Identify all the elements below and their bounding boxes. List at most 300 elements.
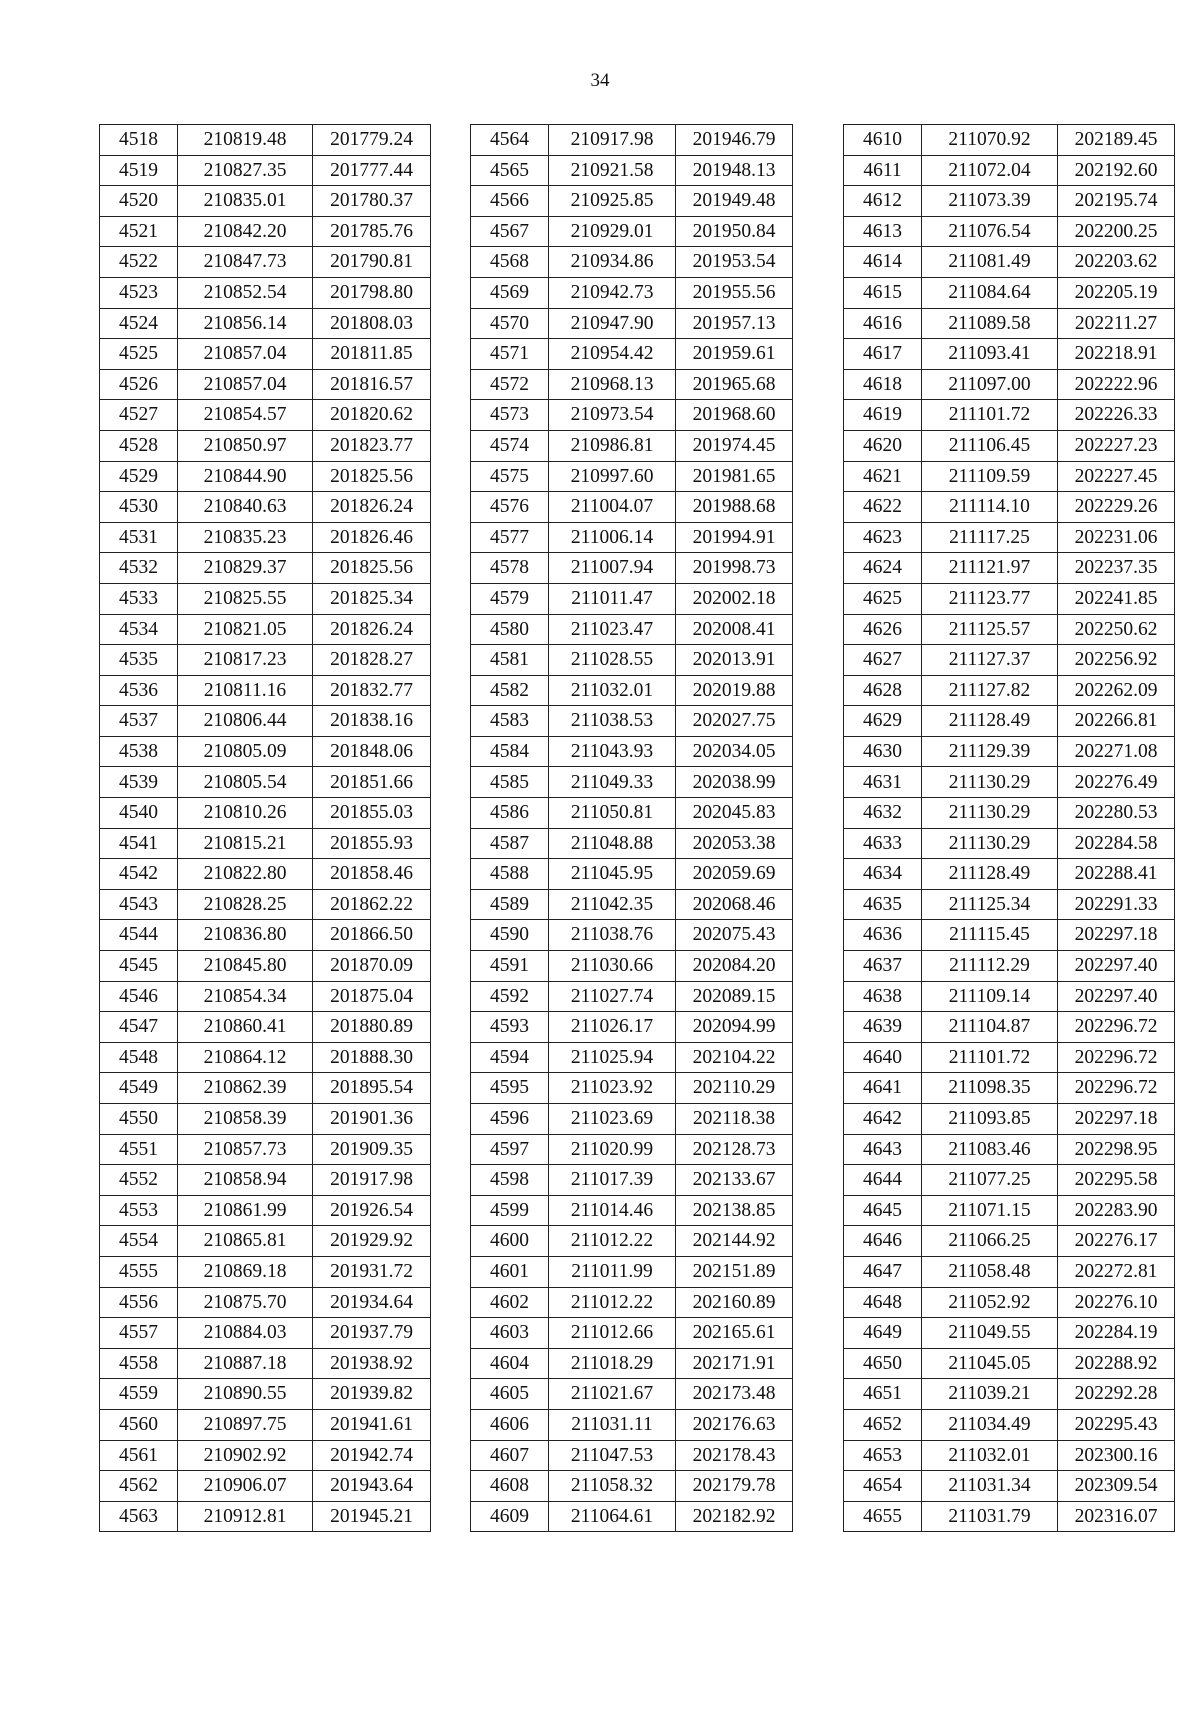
x-coordinate-cell: 210861.99 xyxy=(178,1195,313,1226)
page-number: 34 xyxy=(590,70,610,91)
y-coordinate-cell: 202222.96 xyxy=(1058,369,1175,400)
table-row xyxy=(100,1379,431,1410)
point-number-cell: 4602 xyxy=(471,1287,549,1318)
y-coordinate-cell: 201939.82 xyxy=(313,1379,431,1410)
y-coordinate-cell: 202241.85 xyxy=(1058,583,1175,614)
x-coordinate-cell: 211018.29 xyxy=(549,1348,676,1379)
point-number-cell: 4560 xyxy=(100,1409,178,1440)
y-coordinate-cell: 201931.72 xyxy=(313,1256,431,1287)
point-number-cell: 4627 xyxy=(844,645,922,676)
y-coordinate-cell: 201862.22 xyxy=(313,889,431,920)
x-coordinate-cell: 211017.39 xyxy=(549,1165,676,1196)
point-number-cell: 4599 xyxy=(471,1195,549,1226)
point-number-cell: 4536 xyxy=(100,675,178,706)
table-row xyxy=(100,1471,431,1502)
point-number-cell: 4526 xyxy=(100,369,178,400)
y-coordinate-cell: 202160.89 xyxy=(676,1287,793,1318)
point-number-cell: 4527 xyxy=(100,400,178,431)
point-number-cell: 4615 xyxy=(844,277,922,308)
x-coordinate-cell: 211039.21 xyxy=(922,1379,1058,1410)
table-row xyxy=(471,675,793,706)
x-coordinate-cell: 210973.54 xyxy=(549,400,676,431)
y-coordinate-cell: 201965.68 xyxy=(676,369,793,400)
table-row xyxy=(844,981,1175,1012)
x-coordinate-cell: 210942.73 xyxy=(549,277,676,308)
table-row xyxy=(471,1440,793,1471)
y-coordinate-cell: 201875.04 xyxy=(313,981,431,1012)
x-coordinate-cell: 211038.76 xyxy=(549,920,676,951)
table-row xyxy=(100,1318,431,1349)
x-coordinate-cell: 210875.70 xyxy=(178,1287,313,1318)
table-row xyxy=(844,583,1175,614)
x-coordinate-cell: 210819.48 xyxy=(178,125,313,156)
table-row xyxy=(100,369,431,400)
x-coordinate-cell: 211023.92 xyxy=(549,1073,676,1104)
table-row xyxy=(844,1134,1175,1165)
y-coordinate-cell: 202227.23 xyxy=(1058,430,1175,461)
x-coordinate-cell: 210860.41 xyxy=(178,1012,313,1043)
x-coordinate-cell: 211038.53 xyxy=(549,706,676,737)
table-row xyxy=(844,1318,1175,1349)
y-coordinate-cell: 201823.77 xyxy=(313,430,431,461)
y-coordinate-cell: 202038.99 xyxy=(676,767,793,798)
x-coordinate-cell: 210934.86 xyxy=(549,247,676,278)
x-coordinate-cell: 210842.20 xyxy=(178,216,313,247)
y-coordinate-cell: 202045.83 xyxy=(676,798,793,829)
point-number-cell: 4548 xyxy=(100,1042,178,1073)
x-coordinate-cell: 210810.26 xyxy=(178,798,313,829)
y-coordinate-cell: 202295.43 xyxy=(1058,1409,1175,1440)
y-coordinate-cell: 201949.48 xyxy=(676,186,793,217)
y-coordinate-cell: 201946.79 xyxy=(676,125,793,156)
point-number-cell: 4583 xyxy=(471,706,549,737)
x-coordinate-cell: 211097.00 xyxy=(922,369,1058,400)
y-coordinate-cell: 202182.92 xyxy=(676,1501,793,1532)
table-row xyxy=(471,247,793,278)
x-coordinate-cell: 210929.01 xyxy=(549,216,676,247)
y-coordinate-cell: 202165.61 xyxy=(676,1318,793,1349)
point-number-cell: 4594 xyxy=(471,1042,549,1073)
point-number-cell: 4540 xyxy=(100,798,178,829)
point-number-cell: 4650 xyxy=(844,1348,922,1379)
table-row xyxy=(844,1195,1175,1226)
x-coordinate-cell: 211042.35 xyxy=(549,889,676,920)
table-row xyxy=(100,798,431,829)
y-coordinate-cell: 202192.60 xyxy=(1058,155,1175,186)
x-coordinate-cell: 211125.34 xyxy=(922,889,1058,920)
x-coordinate-cell: 211101.72 xyxy=(922,400,1058,431)
y-coordinate-cell: 202019.88 xyxy=(676,675,793,706)
x-coordinate-cell: 211050.81 xyxy=(549,798,676,829)
table-row xyxy=(100,1287,431,1318)
y-coordinate-cell: 201957.13 xyxy=(676,308,793,339)
x-coordinate-cell: 210884.03 xyxy=(178,1318,313,1349)
point-number-cell: 4652 xyxy=(844,1409,922,1440)
point-number-cell: 4542 xyxy=(100,859,178,890)
point-number-cell: 4582 xyxy=(471,675,549,706)
x-coordinate-cell: 210835.23 xyxy=(178,522,313,553)
y-coordinate-cell: 202075.43 xyxy=(676,920,793,951)
x-coordinate-cell: 210844.90 xyxy=(178,461,313,492)
x-coordinate-cell: 211049.55 xyxy=(922,1318,1058,1349)
table-row xyxy=(471,1073,793,1104)
table-row xyxy=(844,186,1175,217)
y-coordinate-cell: 201838.16 xyxy=(313,706,431,737)
x-coordinate-cell: 210845.80 xyxy=(178,951,313,982)
table-row xyxy=(100,951,431,982)
y-coordinate-cell: 202292.28 xyxy=(1058,1379,1175,1410)
point-number-cell: 4646 xyxy=(844,1226,922,1257)
x-coordinate-cell: 210921.58 xyxy=(549,155,676,186)
y-coordinate-cell: 202094.99 xyxy=(676,1012,793,1043)
table-row xyxy=(100,1195,431,1226)
table-row xyxy=(844,1104,1175,1135)
point-number-cell: 4651 xyxy=(844,1379,922,1410)
table-row xyxy=(471,1042,793,1073)
y-coordinate-cell: 202008.41 xyxy=(676,614,793,645)
table-row xyxy=(471,339,793,370)
table-row xyxy=(471,951,793,982)
x-coordinate-cell: 211023.47 xyxy=(549,614,676,645)
table-row xyxy=(100,645,431,676)
table-row xyxy=(100,1226,431,1257)
point-number-cell: 4581 xyxy=(471,645,549,676)
y-coordinate-cell: 202300.16 xyxy=(1058,1440,1175,1471)
y-coordinate-cell: 202138.85 xyxy=(676,1195,793,1226)
y-coordinate-cell: 202179.78 xyxy=(676,1471,793,1502)
y-coordinate-cell: 201851.66 xyxy=(313,767,431,798)
y-coordinate-cell: 201901.36 xyxy=(313,1104,431,1135)
x-coordinate-cell: 211089.58 xyxy=(922,308,1058,339)
table-row xyxy=(844,1256,1175,1287)
point-number-cell: 4610 xyxy=(844,125,922,156)
point-number-cell: 4519 xyxy=(100,155,178,186)
table-row xyxy=(100,1134,431,1165)
y-coordinate-cell: 202284.19 xyxy=(1058,1318,1175,1349)
table-row xyxy=(100,339,431,370)
point-number-cell: 4523 xyxy=(100,277,178,308)
y-coordinate-cell: 202059.69 xyxy=(676,859,793,890)
point-number-cell: 4522 xyxy=(100,247,178,278)
table-row xyxy=(100,492,431,523)
point-number-cell: 4600 xyxy=(471,1226,549,1257)
table-row xyxy=(844,1012,1175,1043)
point-number-cell: 4604 xyxy=(471,1348,549,1379)
point-number-cell: 4605 xyxy=(471,1379,549,1410)
x-coordinate-cell: 210997.60 xyxy=(549,461,676,492)
y-coordinate-cell: 201855.93 xyxy=(313,828,431,859)
point-number-cell: 4630 xyxy=(844,736,922,767)
y-coordinate-cell: 201825.34 xyxy=(313,583,431,614)
table-row xyxy=(471,1226,793,1257)
x-coordinate-cell: 210862.39 xyxy=(178,1073,313,1104)
x-coordinate-cell: 211012.66 xyxy=(549,1318,676,1349)
x-coordinate-cell: 210805.54 xyxy=(178,767,313,798)
x-coordinate-cell: 210906.07 xyxy=(178,1471,313,1502)
x-coordinate-cell: 210897.75 xyxy=(178,1409,313,1440)
table-row xyxy=(844,1073,1175,1104)
x-coordinate-cell: 211066.25 xyxy=(922,1226,1058,1257)
point-number-cell: 4561 xyxy=(100,1440,178,1471)
y-coordinate-cell: 202151.89 xyxy=(676,1256,793,1287)
x-coordinate-cell: 210805.09 xyxy=(178,736,313,767)
point-number-cell: 4549 xyxy=(100,1073,178,1104)
point-number-cell: 4642 xyxy=(844,1104,922,1135)
x-coordinate-cell: 210806.44 xyxy=(178,706,313,737)
point-number-cell: 4520 xyxy=(100,186,178,217)
y-coordinate-cell: 202178.43 xyxy=(676,1440,793,1471)
y-coordinate-cell: 202288.41 xyxy=(1058,859,1175,890)
point-number-cell: 4579 xyxy=(471,583,549,614)
point-number-cell: 4617 xyxy=(844,339,922,370)
table-row xyxy=(471,492,793,523)
x-coordinate-cell: 210890.55 xyxy=(178,1379,313,1410)
point-number-cell: 4596 xyxy=(471,1104,549,1135)
table-row xyxy=(844,645,1175,676)
y-coordinate-cell: 202128.73 xyxy=(676,1134,793,1165)
x-coordinate-cell: 211032.01 xyxy=(549,675,676,706)
y-coordinate-cell: 201888.30 xyxy=(313,1042,431,1073)
table-row xyxy=(471,736,793,767)
x-coordinate-cell: 211115.45 xyxy=(922,920,1058,951)
x-coordinate-cell: 210925.85 xyxy=(549,186,676,217)
point-number-cell: 4541 xyxy=(100,828,178,859)
table-row xyxy=(844,125,1175,156)
y-coordinate-cell: 201938.92 xyxy=(313,1348,431,1379)
x-coordinate-cell: 211058.32 xyxy=(549,1471,676,1502)
table-row xyxy=(844,369,1175,400)
table-row xyxy=(100,1012,431,1043)
x-coordinate-cell: 211093.85 xyxy=(922,1104,1058,1135)
table-row xyxy=(844,216,1175,247)
point-number-cell: 4603 xyxy=(471,1318,549,1349)
table-row xyxy=(844,339,1175,370)
table-row xyxy=(844,1226,1175,1257)
point-number-cell: 4539 xyxy=(100,767,178,798)
table-row xyxy=(100,1256,431,1287)
y-coordinate-cell: 201828.27 xyxy=(313,645,431,676)
point-number-cell: 4632 xyxy=(844,798,922,829)
point-number-cell: 4633 xyxy=(844,828,922,859)
table-row xyxy=(471,706,793,737)
x-coordinate-cell: 211032.01 xyxy=(922,1440,1058,1471)
table-row xyxy=(471,1165,793,1196)
x-coordinate-cell: 211043.93 xyxy=(549,736,676,767)
x-coordinate-cell: 211031.34 xyxy=(922,1471,1058,1502)
table-row xyxy=(100,216,431,247)
table-row xyxy=(100,186,431,217)
point-number-cell: 4532 xyxy=(100,553,178,584)
point-number-cell: 4640 xyxy=(844,1042,922,1073)
x-coordinate-cell: 211047.53 xyxy=(549,1440,676,1471)
y-coordinate-cell: 201917.98 xyxy=(313,1165,431,1196)
x-coordinate-cell: 211034.49 xyxy=(922,1409,1058,1440)
point-number-cell: 4597 xyxy=(471,1134,549,1165)
x-coordinate-cell: 210822.80 xyxy=(178,859,313,890)
table-row xyxy=(471,583,793,614)
table-row xyxy=(844,1042,1175,1073)
coordinate-table-2 xyxy=(470,124,793,1532)
x-coordinate-cell: 210836.80 xyxy=(178,920,313,951)
y-coordinate-cell: 202256.92 xyxy=(1058,645,1175,676)
y-coordinate-cell: 202237.35 xyxy=(1058,553,1175,584)
y-coordinate-cell: 202027.75 xyxy=(676,706,793,737)
y-coordinate-cell: 201994.91 xyxy=(676,522,793,553)
x-coordinate-cell: 211012.22 xyxy=(549,1226,676,1257)
point-number-cell: 4562 xyxy=(100,1471,178,1502)
x-coordinate-cell: 211007.94 xyxy=(549,553,676,584)
x-coordinate-cell: 211045.95 xyxy=(549,859,676,890)
table-row xyxy=(844,1379,1175,1410)
coordinate-table-1 xyxy=(99,124,431,1532)
point-number-cell: 4544 xyxy=(100,920,178,951)
table-row xyxy=(100,430,431,461)
point-number-cell: 4558 xyxy=(100,1348,178,1379)
table-row xyxy=(844,828,1175,859)
table-row xyxy=(844,1440,1175,1471)
y-coordinate-cell: 201926.54 xyxy=(313,1195,431,1226)
x-coordinate-cell: 211101.72 xyxy=(922,1042,1058,1073)
y-coordinate-cell: 202203.62 xyxy=(1058,247,1175,278)
y-coordinate-cell: 201785.76 xyxy=(313,216,431,247)
y-coordinate-cell: 202068.46 xyxy=(676,889,793,920)
point-number-cell: 4530 xyxy=(100,492,178,523)
point-number-cell: 4653 xyxy=(844,1440,922,1471)
x-coordinate-cell: 211123.77 xyxy=(922,583,1058,614)
point-number-cell: 4619 xyxy=(844,400,922,431)
point-number-cell: 4593 xyxy=(471,1012,549,1043)
table-row xyxy=(471,1501,793,1532)
x-coordinate-cell: 210869.18 xyxy=(178,1256,313,1287)
table-row xyxy=(100,277,431,308)
table-row xyxy=(844,675,1175,706)
y-coordinate-cell: 201790.81 xyxy=(313,247,431,278)
y-coordinate-cell: 201848.06 xyxy=(313,736,431,767)
table-row xyxy=(471,155,793,186)
point-number-cell: 4643 xyxy=(844,1134,922,1165)
x-coordinate-cell: 210847.73 xyxy=(178,247,313,278)
x-coordinate-cell: 210856.14 xyxy=(178,308,313,339)
point-number-cell: 4624 xyxy=(844,553,922,584)
x-coordinate-cell: 210854.57 xyxy=(178,400,313,431)
point-number-cell: 4608 xyxy=(471,1471,549,1502)
y-coordinate-cell: 201953.54 xyxy=(676,247,793,278)
point-number-cell: 4553 xyxy=(100,1195,178,1226)
table-row xyxy=(100,828,431,859)
point-number-cell: 4601 xyxy=(471,1256,549,1287)
y-coordinate-cell: 202296.72 xyxy=(1058,1012,1175,1043)
table-row xyxy=(100,1073,431,1104)
y-coordinate-cell: 201816.57 xyxy=(313,369,431,400)
table-row xyxy=(100,675,431,706)
y-coordinate-cell: 202002.18 xyxy=(676,583,793,614)
table-row xyxy=(471,277,793,308)
point-number-cell: 4635 xyxy=(844,889,922,920)
point-number-cell: 4521 xyxy=(100,216,178,247)
y-coordinate-cell: 201934.64 xyxy=(313,1287,431,1318)
x-coordinate-cell: 211098.35 xyxy=(922,1073,1058,1104)
x-coordinate-cell: 211031.79 xyxy=(922,1501,1058,1532)
x-coordinate-cell: 211129.39 xyxy=(922,736,1058,767)
point-number-cell: 4649 xyxy=(844,1318,922,1349)
y-coordinate-cell: 201941.61 xyxy=(313,1409,431,1440)
point-number-cell: 4578 xyxy=(471,553,549,584)
point-number-cell: 4588 xyxy=(471,859,549,890)
point-number-cell: 4528 xyxy=(100,430,178,461)
table-row xyxy=(844,1348,1175,1379)
point-number-cell: 4574 xyxy=(471,430,549,461)
table-row xyxy=(100,125,431,156)
point-number-cell: 4647 xyxy=(844,1256,922,1287)
y-coordinate-cell: 201870.09 xyxy=(313,951,431,982)
y-coordinate-cell: 201798.80 xyxy=(313,277,431,308)
y-coordinate-cell: 201942.74 xyxy=(313,1440,431,1471)
x-coordinate-cell: 211011.99 xyxy=(549,1256,676,1287)
y-coordinate-cell: 202226.33 xyxy=(1058,400,1175,431)
y-coordinate-cell: 201945.21 xyxy=(313,1501,431,1532)
point-number-cell: 4584 xyxy=(471,736,549,767)
x-coordinate-cell: 210887.18 xyxy=(178,1348,313,1379)
y-coordinate-cell: 202266.81 xyxy=(1058,706,1175,737)
table-row xyxy=(471,859,793,890)
point-number-cell: 4575 xyxy=(471,461,549,492)
x-coordinate-cell: 211070.92 xyxy=(922,125,1058,156)
point-number-cell: 4518 xyxy=(100,125,178,156)
y-coordinate-cell: 202309.54 xyxy=(1058,1471,1175,1502)
y-coordinate-cell: 201909.35 xyxy=(313,1134,431,1165)
x-coordinate-cell: 210864.12 xyxy=(178,1042,313,1073)
table-row xyxy=(471,400,793,431)
point-number-cell: 4621 xyxy=(844,461,922,492)
x-coordinate-cell: 211028.55 xyxy=(549,645,676,676)
point-number-cell: 4573 xyxy=(471,400,549,431)
point-number-cell: 4636 xyxy=(844,920,922,951)
table-row xyxy=(844,277,1175,308)
point-number-cell: 4529 xyxy=(100,461,178,492)
y-coordinate-cell: 202104.22 xyxy=(676,1042,793,1073)
table-row xyxy=(100,155,431,186)
x-coordinate-cell: 210902.92 xyxy=(178,1440,313,1471)
table-row xyxy=(100,1440,431,1471)
y-coordinate-cell: 201820.62 xyxy=(313,400,431,431)
table-row xyxy=(100,981,431,1012)
x-coordinate-cell: 211127.82 xyxy=(922,675,1058,706)
y-coordinate-cell: 202276.17 xyxy=(1058,1226,1175,1257)
point-number-cell: 4587 xyxy=(471,828,549,859)
table-row xyxy=(100,583,431,614)
point-number-cell: 4525 xyxy=(100,339,178,370)
y-coordinate-cell: 201777.44 xyxy=(313,155,431,186)
table-row xyxy=(471,614,793,645)
x-coordinate-cell: 211117.25 xyxy=(922,522,1058,553)
table-row xyxy=(844,1409,1175,1440)
y-coordinate-cell: 202297.18 xyxy=(1058,920,1175,951)
table-row xyxy=(844,767,1175,798)
x-coordinate-cell: 211049.33 xyxy=(549,767,676,798)
point-number-cell: 4591 xyxy=(471,951,549,982)
table-row xyxy=(471,1471,793,1502)
table-row xyxy=(844,614,1175,645)
table-row xyxy=(471,522,793,553)
x-coordinate-cell: 210815.21 xyxy=(178,828,313,859)
table-row xyxy=(100,1348,431,1379)
point-number-cell: 4592 xyxy=(471,981,549,1012)
table-row xyxy=(471,920,793,951)
y-coordinate-cell: 202276.49 xyxy=(1058,767,1175,798)
point-number-cell: 4613 xyxy=(844,216,922,247)
point-number-cell: 4598 xyxy=(471,1165,549,1196)
table-row xyxy=(844,247,1175,278)
